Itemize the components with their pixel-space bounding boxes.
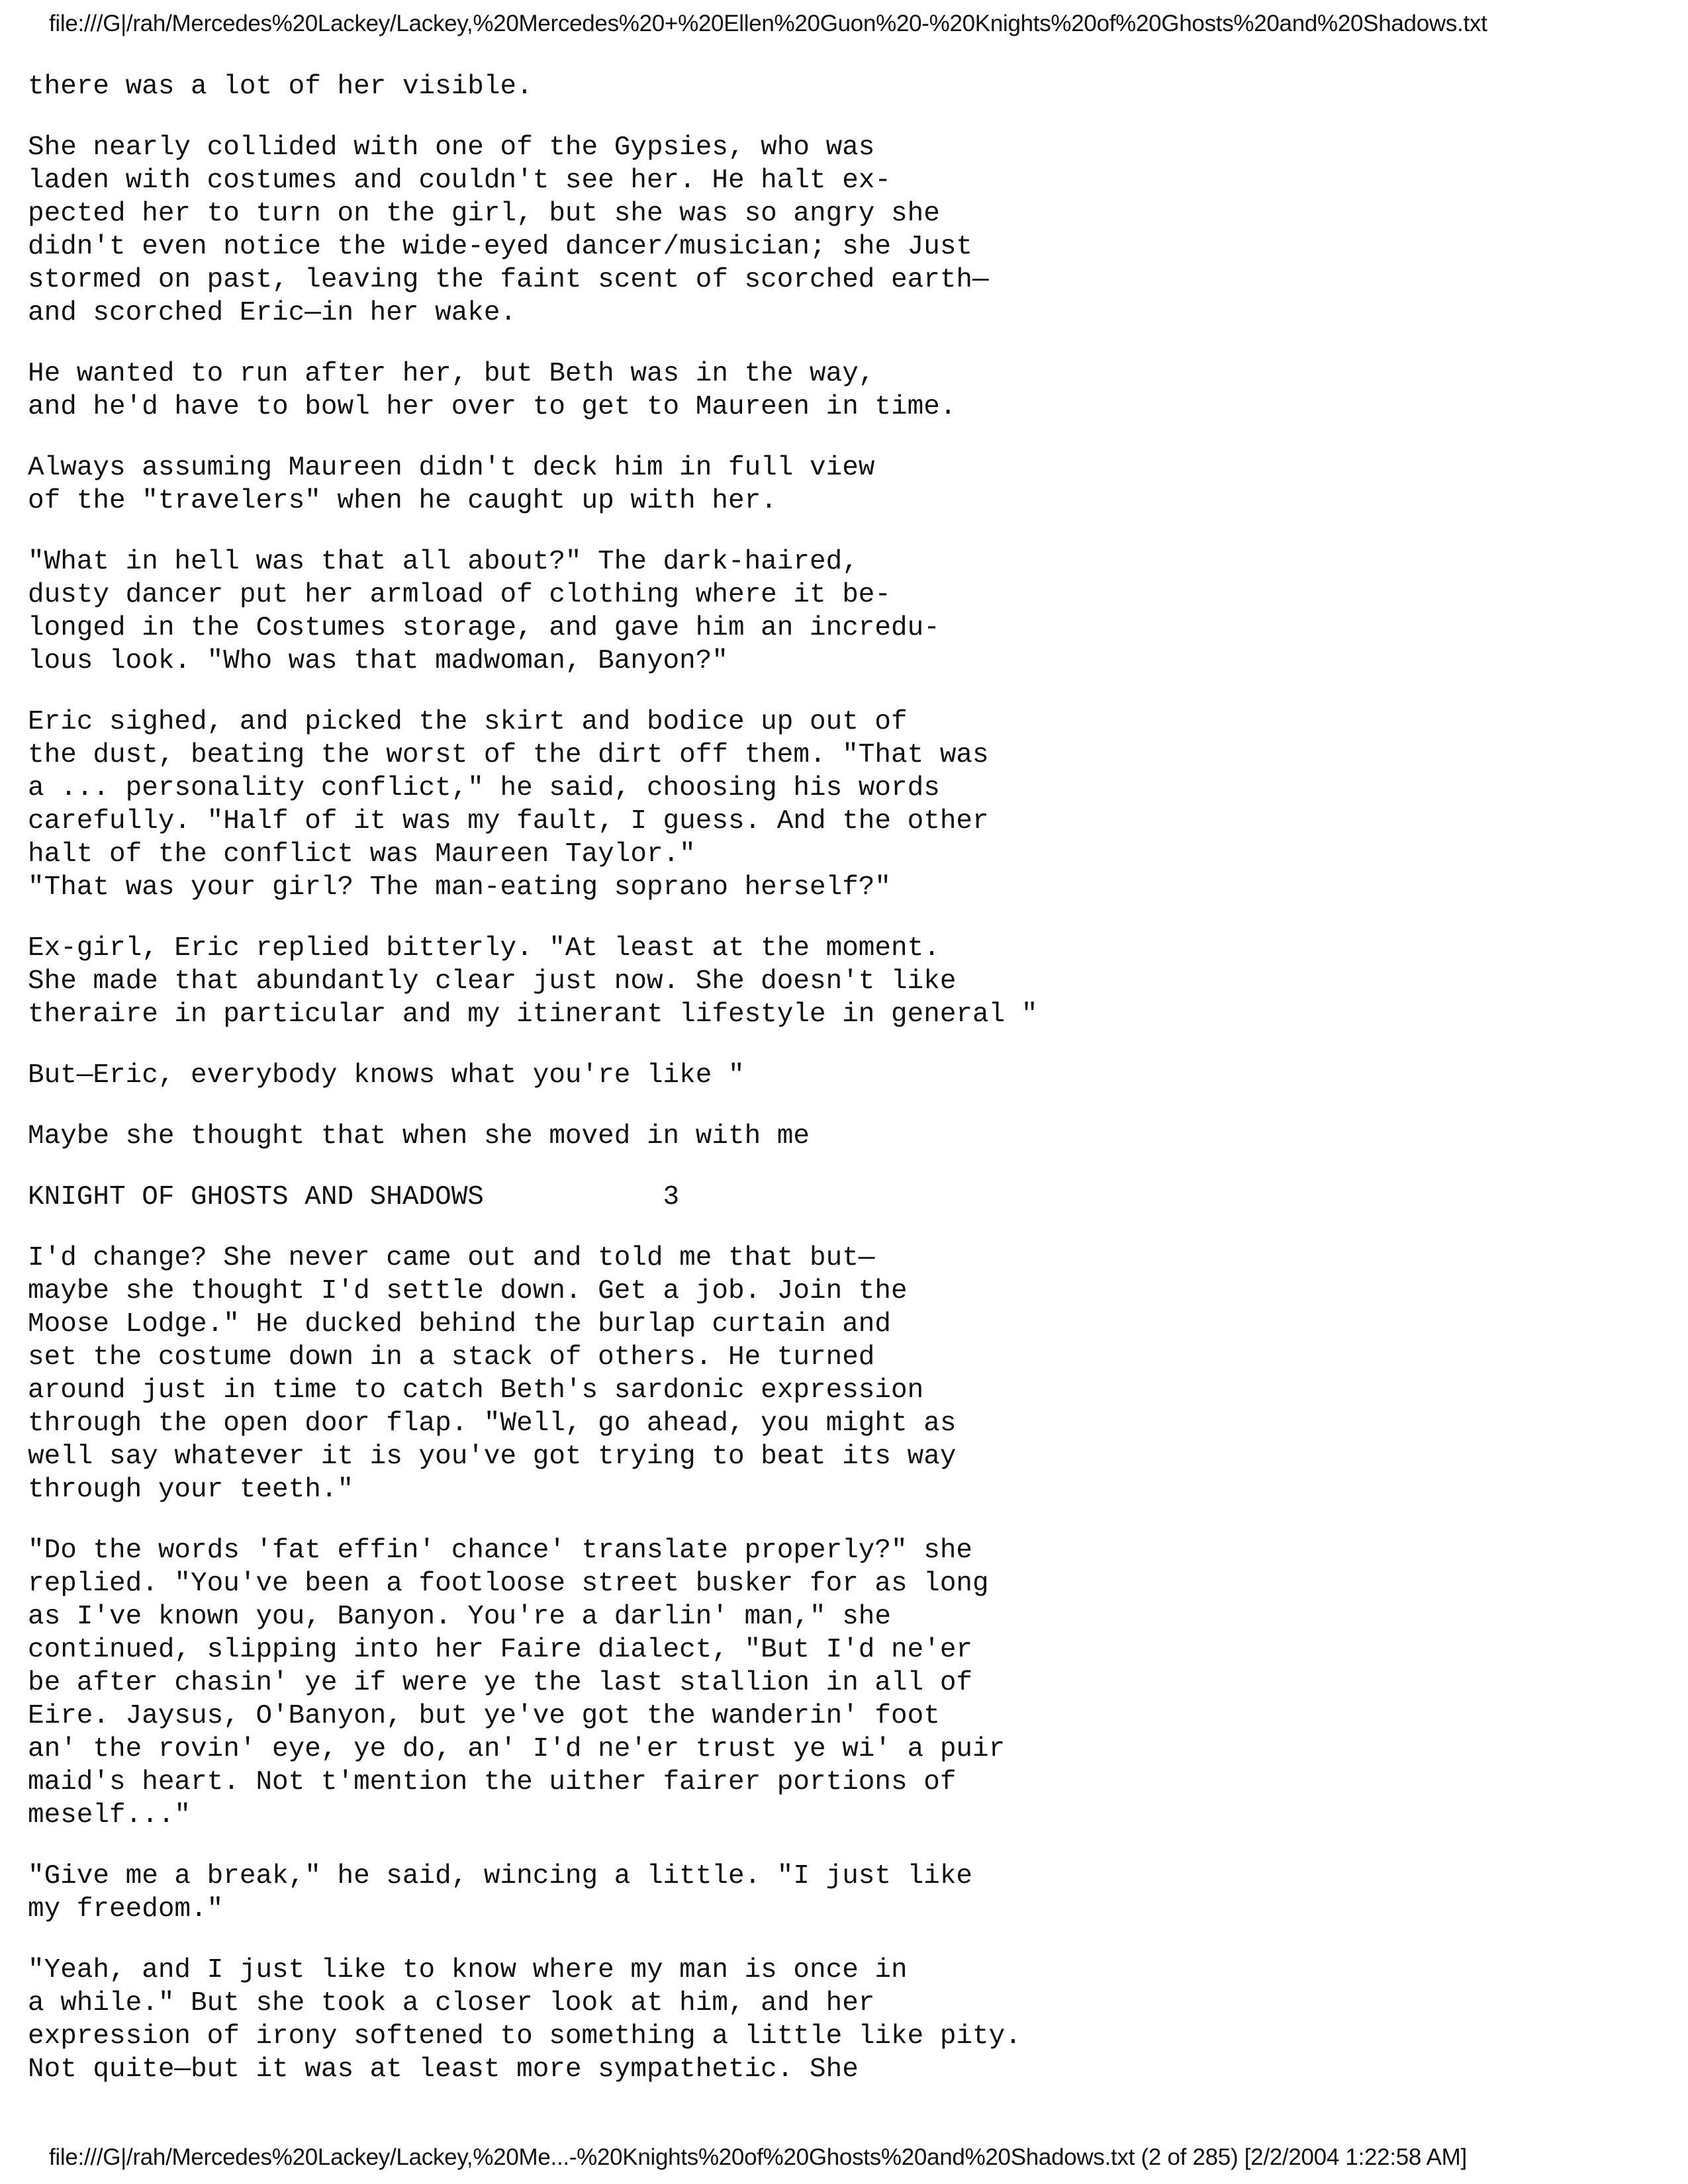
text-line: set the costume down in a stack of others. He turned (28, 1342, 875, 1373)
header-file-path: file:///G|/rah/Mercedes%20Lackey/Lackey,%20Mercedes%20+%20Ellen%20Guon%20-%20Knights%20of%20Ghosts%20and%20Shadows.txt (49, 11, 1487, 36)
text-line: the dust, beating the worst of the dirt off them. "That was (28, 740, 989, 770)
text-line: around just in time to catch Beth's sardonic expression (28, 1375, 924, 1406)
paragraph (28, 1181, 1617, 1214)
text-line: I'd change? She never came out and told me that but— (28, 1243, 875, 1273)
paragraph (28, 1120, 1617, 1153)
text-line: stormed on past, leaving the faint scent of scorched earth— (28, 265, 989, 295)
text-line: maid's heart. Not t'mention the uither fairer portions of (28, 1767, 957, 1797)
text-line: "Give me a break," he said, wincing a little. "I just like (28, 1861, 973, 1891)
text-line: pected her to turn on the girl, but she was so angry she (28, 199, 940, 229)
document-body (28, 70, 1617, 2114)
text-line: lous look. "Who was that madwoman, Banyon?" (28, 646, 728, 676)
text-line: But—Eric, everybody knows what you're like " (28, 1060, 745, 1091)
paragraph (28, 705, 1617, 904)
paragraph (28, 1059, 1617, 1092)
text-line: an' the rovin' eye, ye do, an' I'd ne'er trust ye wi' a puir (28, 1734, 1006, 1764)
text-line: She nearly collided with one of the Gypsies, who was (28, 132, 875, 163)
text-line: KNIGHT OF GHOSTS AND SHADOWS 3 (28, 1182, 680, 1212)
paragraph (28, 357, 1617, 424)
text-line: "That was your girl? The man-eating soprano herself?" (28, 872, 892, 903)
text-line: of the "travelers" when he caught up with her. (28, 486, 777, 516)
text-line: halt of the conflict was Maureen Taylor." (28, 839, 696, 870)
text-line: there was a lot of her visible. (28, 71, 533, 102)
text-line: replied. "You've been a footloose street busker for as long (28, 1569, 989, 1599)
text-line: Eire. Jaysus, O'Banyon, but ye've got the wanderin' foot (28, 1701, 940, 1731)
paragraph (28, 932, 1617, 1031)
text-line: a ... personality conflict," he said, choosing his words (28, 773, 940, 803)
text-line: maybe she thought I'd settle down. Get a job. Join the (28, 1276, 908, 1306)
paragraph (28, 1860, 1617, 1926)
paragraph (28, 1954, 1617, 2086)
text-line: continued, slipping into her Faire dialect, "But I'd ne'er (28, 1635, 973, 1665)
paragraph (28, 451, 1617, 518)
paragraph (28, 1242, 1617, 1506)
text-line: as I've known you, Banyon. You're a darlin' man," she (28, 1602, 892, 1632)
text-line: "Do the words 'fat effin' chance' translate properly?" she (28, 1535, 973, 1566)
text-line: my freedom." (28, 1894, 224, 1925)
text-line: through your teeth." (28, 1475, 354, 1505)
paragraph (28, 545, 1617, 678)
text-line: Not quite—but it was at least more sympathetic. She (28, 2054, 859, 2085)
text-line: Moose Lodge." He ducked behind the burlap curtain and (28, 1309, 892, 1340)
text-line: and scorched Eric—in her wake. (28, 298, 517, 328)
text-line: Maybe she thought that when she moved in with me (28, 1121, 810, 1152)
text-line: dusty dancer put her armload of clothing where it be- (28, 580, 892, 610)
text-line: well say whatever it is you've got trying to beat its way (28, 1441, 957, 1472)
paragraph (28, 70, 1617, 103)
text-line: He wanted to run after her, but Beth was in the way, (28, 359, 875, 389)
text-line: be after chasin' ye if were ye the last stallion in all of (28, 1668, 973, 1698)
text-line: longed in the Costumes storage, and gave him an incredu- (28, 613, 940, 643)
paragraph (28, 1534, 1617, 1832)
text-line: a while." But she took a closer look at him, and her (28, 1988, 875, 2019)
text-line: didn't even notice the wide-eyed dancer/musician; she Just (28, 232, 973, 262)
text-line: Always assuming Maureen didn't deck him in full view (28, 453, 875, 483)
footer-file-info: file:///G|/rah/Mercedes%20Lackey/Lackey,%20Me...-%20Knights%20of%20Ghosts%20and%20Shadows.txt (2 of 285) [2/2/2004 1:22:58 AM] (49, 2144, 1467, 2170)
text-line: laden with costumes and couldn't see her. He halt ex- (28, 165, 892, 196)
text-line: Eric sighed, and picked the skirt and bodice up out of (28, 707, 908, 737)
text-line: "Yeah, and I just like to know where my man is once in (28, 1955, 908, 1985)
text-line: theraire in particular and my itinerant lifestyle in general " (28, 999, 1038, 1030)
text-line: and he'd have to bowl her over to get to Maureen in time. (28, 392, 957, 422)
paragraph (28, 131, 1617, 330)
text-line: Ex-girl, Eric replied bitterly. "At least at the moment. (28, 933, 940, 964)
text-line: meself..." (28, 1800, 191, 1831)
text-line: carefully. "Half of it was my fault, I guess. And the other (28, 806, 989, 837)
text-line: "What in hell was that all about?" The dark-haired, (28, 547, 859, 577)
text-line: through the open door flap. "Well, go ahead, you might as (28, 1408, 957, 1439)
text-line: expression of irony softened to something a little like pity. (28, 2021, 1021, 2052)
text-line: She made that abundantly clear just now. She doesn't like (28, 966, 957, 997)
